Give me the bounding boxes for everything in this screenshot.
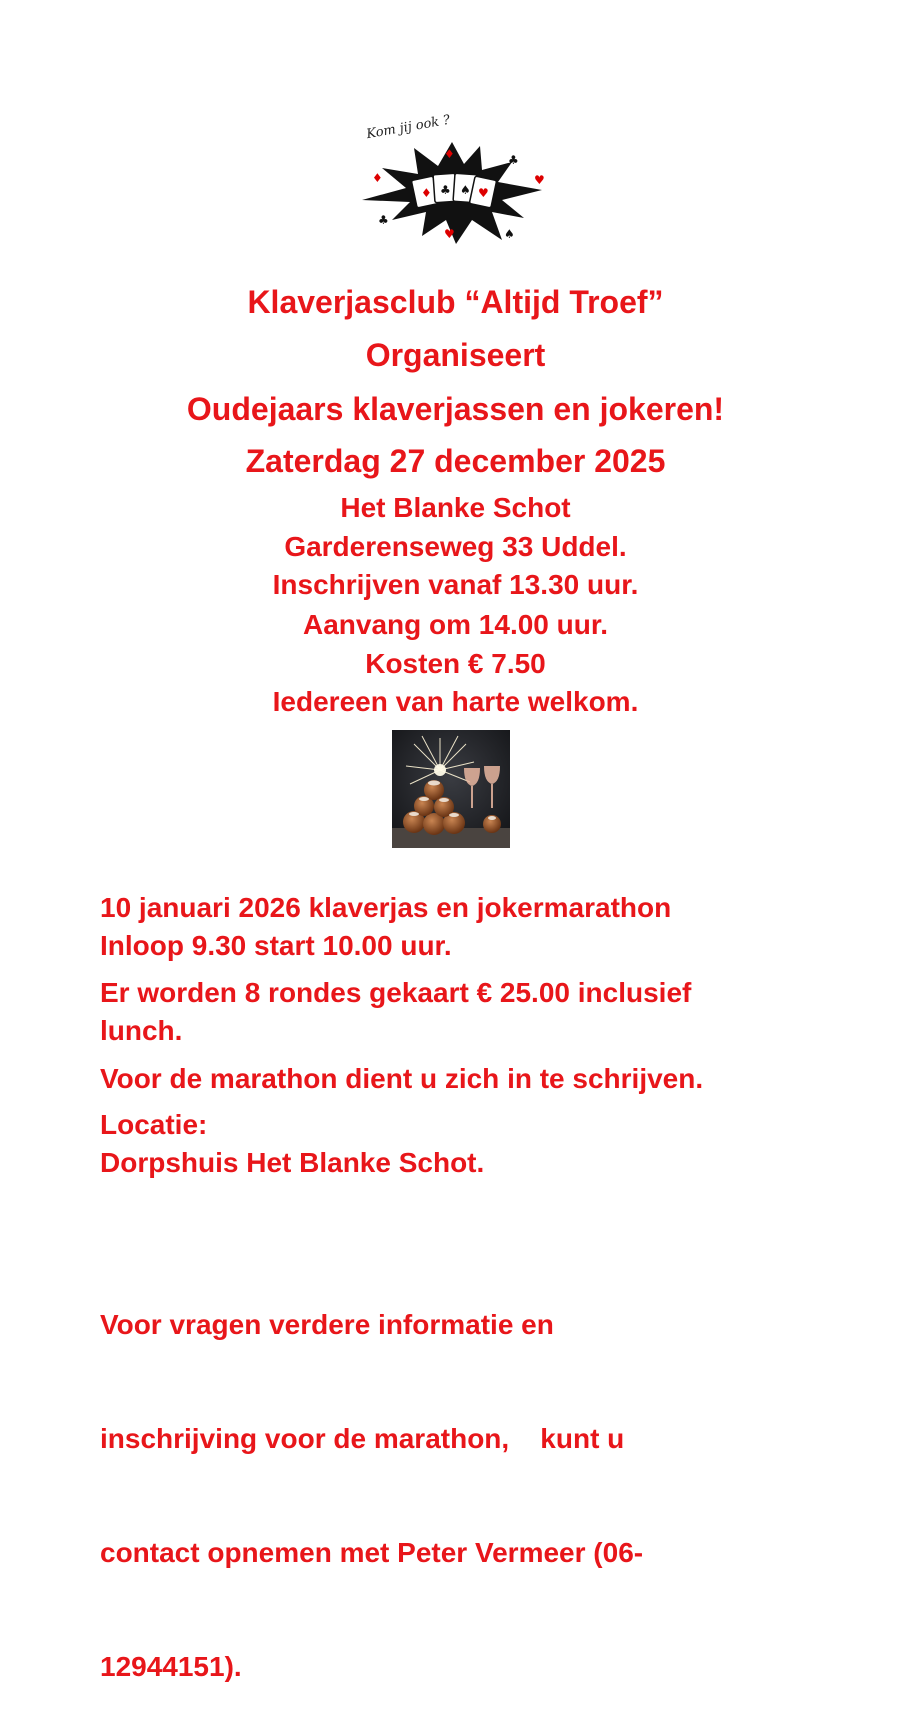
marathon-rounds [100, 974, 691, 1050]
marathon-rounds-line: Er worden 8 rondes gekaart € 25.00 inclusief [100, 977, 692, 1008]
venue-name: Het Blanke Schot [340, 492, 571, 523]
svg-text:♣: ♣ [508, 153, 519, 167]
svg-text:♥: ♥ [534, 173, 545, 187]
venue-address: Garderenseweg 33 Uddel. [284, 531, 627, 562]
svg-text:♣: ♣ [378, 213, 389, 227]
marathon-rounds-line-2: lunch. [100, 1015, 183, 1046]
svg-text:♣: ♣ [440, 183, 451, 197]
registration-time: Inschrijven vanaf 13.30 uur. [272, 569, 639, 600]
start-time: Aanvang om 14.00 uur. [303, 609, 608, 640]
svg-text:♠: ♠ [460, 183, 471, 197]
oliebollen-champagne-photo [392, 730, 510, 848]
marathon-location [100, 1106, 484, 1182]
event-cost: Kosten € 7.50 [365, 648, 546, 679]
location-label: Locatie: [100, 1109, 208, 1140]
marathon-signup: Voor de marathon dient u zich in te schrijven. [100, 1063, 704, 1094]
event-date: Zaterdag 27 december 2025 [245, 443, 666, 479]
svg-text:♦: ♦ [444, 147, 455, 161]
contact-line-1: Voor vragen verdere informatie en [100, 1309, 554, 1340]
svg-text:♠: ♠ [504, 227, 515, 241]
welcome-text: Iedereen van harte welkom. [272, 686, 639, 717]
marathon-time-line: Inloop 9.30 start 10.00 uur. [100, 930, 452, 961]
contact-info [100, 1230, 643, 1724]
club-title: Klaverjasclub “Altijd Troef” [247, 284, 664, 320]
location-value: Dorpshuis Het Blanke Schot. [100, 1147, 485, 1178]
svg-text:♥: ♥ [444, 227, 455, 241]
svg-text:♥: ♥ [478, 186, 489, 200]
contact-line-2: inschrijving voor de marathon, kunt u [100, 1423, 625, 1454]
organiseert-text: Organiseert [365, 337, 546, 373]
event-title: Oudejaars klaverjassen en jokeren! [186, 391, 725, 427]
oliebollen-champagne-sparkler-icon [392, 730, 510, 848]
svg-text:♦: ♦ [372, 171, 383, 185]
marathon-info [100, 889, 671, 965]
club-logo [352, 112, 556, 252]
logo-tagline: Kom jij ook ? [365, 112, 452, 143]
contact-line-4: 12944151). [100, 1651, 242, 1682]
marathon-date-line: 10 januari 2026 klaverjas en jokermarathon [100, 892, 672, 923]
contact-line-3: contact opnemen met Peter Vermeer (06- [100, 1537, 644, 1568]
svg-text:♦: ♦ [421, 186, 432, 200]
